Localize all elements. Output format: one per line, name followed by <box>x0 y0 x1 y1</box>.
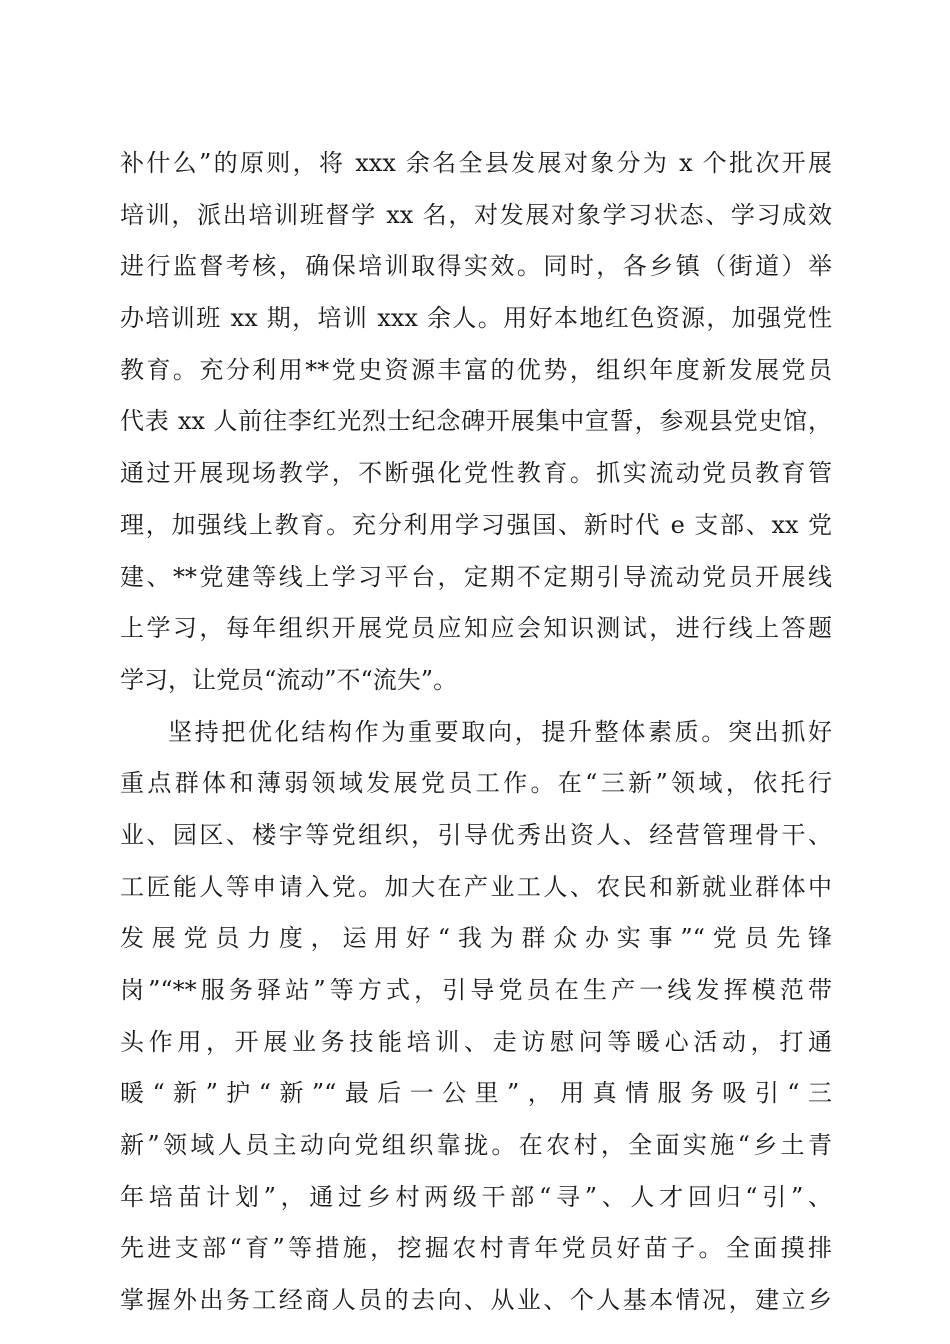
text-line: 代表 xx 人前往李红光烈士纪念碑开展集中宣誓，参观县党史馆， <box>120 407 832 436</box>
text-line: 坚持把优化结构作为重要取向，提升整体素质。突出抓好 <box>168 717 832 746</box>
text-line: 补什么”的原则，将 xxx 余名全县发展对象分为 x 个批次开展 <box>120 149 832 177</box>
text-line: 通过开展现场教学，不断强化党性教育。抓实流动党员教育管 <box>120 459 832 488</box>
text-line: 先进支部“育”等措施，挖掘农村青年党员好苗子。全面摸排 <box>120 1234 832 1263</box>
text-line: 办培训班 xx 期，培训 xxx 余人。用好本地红色资源，加强党性 <box>120 304 832 333</box>
text-line: 头作用，开展业务技能培训、走访慰问等暖心活动，打通 <box>120 1027 832 1056</box>
text-line: 业、园区、楼宇等党组织，引导优秀出资人、经营管理骨干、 <box>120 820 832 849</box>
text-line: 新”领域人员主动向党组织靠拢。在农村，全面实施“乡土青 <box>120 1131 832 1160</box>
text-line: 培训，派出培训班督学 xx 名，对发展对象学习状态、学习成效 <box>120 200 832 229</box>
text-line: 上学习，每年组织开展党员应知应会知识测试，进行线上答题 <box>120 614 832 643</box>
text-line: 岗”“**服务驿站”等方式，引导党员在生产一线发挥模范带 <box>120 976 832 1004</box>
paragraph <box>120 707 832 1327</box>
text-line: 教育。充分利用**党史资源丰富的优势，组织年度新发展党员 <box>120 355 832 384</box>
text-line: 年培苗计划”，通过乡村两级干部“寻”、人才回归“引”、 <box>120 1182 832 1211</box>
text-line: 暖“新”护“新”“最后一公里”，用真情服务吸引“三 <box>120 1079 832 1108</box>
text-line: 进行监督考核，确保培训取得实效。同时，各乡镇（街道）举 <box>120 252 832 281</box>
text-line: 掌握外出务工经商人员的去向、从业、个人基本情况，建立乡 <box>120 1286 832 1315</box>
document-body <box>120 138 832 1327</box>
text-line: 建、**党建等线上学习平台，定期不定期引导流动党员开展线 <box>120 562 832 591</box>
text-line: 重点群体和薄弱领域发展党员工作。在“三新”领域，依托行 <box>120 769 832 798</box>
text-line: 发展党员力度，运用好“我为群众办实事”“党员先锋 <box>120 924 832 953</box>
text-line: 理，加强线上教育。充分利用学习强国、新时代 e 支部、xx 党 <box>120 510 832 539</box>
text-line: 学习，让党员“流动”不“流失”。 <box>120 665 458 694</box>
paragraph <box>120 138 832 707</box>
text-line: 工匠能人等申请入党。加大在产业工人、农民和新就业群体中 <box>120 872 832 901</box>
